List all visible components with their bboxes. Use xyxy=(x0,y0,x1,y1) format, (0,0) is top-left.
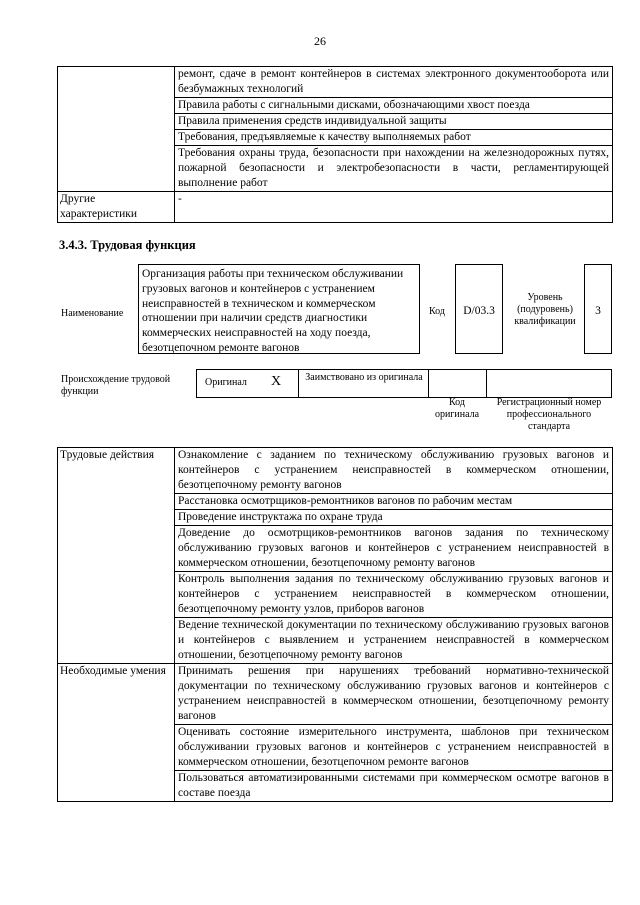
section-title: 3.4.3. Трудовая функция xyxy=(59,238,196,252)
knowledge-row: Требования, предъявляемые к качеству выполняемых работ xyxy=(175,130,613,146)
labor-action-row: Проведение инструктажа по охране труда xyxy=(175,510,613,526)
knowledge-row: ремонт, сдаче в ремонт контейнеров в системах электронного документооборота или безбумажных технологий xyxy=(175,67,613,98)
origin-divider xyxy=(428,369,429,398)
knowledge-row: Правила применения средств индивидуальной защиты xyxy=(175,114,613,130)
other-characteristics-value: - xyxy=(175,192,613,223)
original-mark: X xyxy=(271,374,282,389)
level-label: Уровень (подуровень) квалификации xyxy=(514,292,576,327)
original-label: Оригинал xyxy=(205,377,247,388)
page-number: 26 xyxy=(314,34,326,48)
knowledge-table-continued xyxy=(57,66,613,223)
registration-number-caption: Регистрационный номер профессионального стандарта xyxy=(496,397,602,432)
original-code-caption: Код оригинала xyxy=(434,397,480,420)
skill-row: Принимать решения при нарушениях требований нормативно-технической документации по техническому обслуживанию грузовых вагонов и контейнеров с устранением неисправностей в коммерческом отношении, безотцепочному ремонту вагонов xyxy=(175,664,613,725)
name-label: Наименование xyxy=(61,308,124,319)
code-label: Код xyxy=(429,306,445,317)
labor-action-row: Расстановка осмотрщиков-ремонтников вагонов по рабочим местам xyxy=(175,494,613,510)
knowledge-row: Требования охраны труда, безопасности при нахождении на железнодорожных путях, пожарной безопасности и электробезопасности в части, регламентирующей выполнение работ xyxy=(175,146,613,192)
other-characteristics-label: Другие характеристики xyxy=(58,192,175,223)
labor-actions-label: Трудовые действия xyxy=(58,448,175,664)
labor-action-row: Ознакомление с заданием по техническому обслуживанию грузовых вагонов и контейнеров с устранением неисправностей в коммерческом отношении, безотцепочному ремонту вагонов xyxy=(175,448,613,494)
required-skills-label: Необходимые умения xyxy=(58,664,175,802)
function-code-value: D/03.3 xyxy=(455,264,503,354)
skill-row: Оценивать состояние измерительного инструмента, шаблонов при техническом обслуживании грузовых вагонов и контейнеров с устранением неисправностей в коммерческом отношении, безотцепочном ремонте вагонов xyxy=(175,725,613,771)
labor-actions-table xyxy=(57,447,613,802)
borrowed-label: Заимствовано из оригинала xyxy=(305,372,423,383)
origin-divider xyxy=(298,369,299,398)
labor-action-row: Контроль выполнения задания по техническому обслуживанию грузовых вагонов и контейнеров с устранением неисправностей в коммерческом отношении, безотцепочному ремонту узлов, приборов вагонов xyxy=(175,572,613,618)
empty-label-cell xyxy=(58,67,175,192)
knowledge-row: Правила работы с сигнальными дисками, обозначающими хвост поезда xyxy=(175,98,613,114)
skill-row: Пользоваться автоматизированными системами при коммерческом осмотре вагонов в составе поезда xyxy=(175,771,613,802)
labor-action-row: Доведение до осмотрщиков-ремонтников вагонов задания по техническому обслуживанию грузовых вагонов и контейнеров с устранением неисправностей в коммерческом отношении, безотцепочному ремонту вагонов xyxy=(175,526,613,572)
labor-action-row: Ведение технической документации по техническому обслуживанию грузовых вагонов и контейнеров с выявлением и устранением неисправностей в коммерческом отношении, безотцепочному ремонту вагонов xyxy=(175,618,613,664)
origin-label: Происхождение трудовой функции xyxy=(61,374,171,397)
function-name-value: Организация работы при техническом обслуживании грузовых вагонов и контейнеров с устранением неисправностей в техническом и коммерческом отношении при наличии средств диагностики коммерческих неисправностей на ходу поезда, безотцепочном ремонте вагонов xyxy=(138,264,420,354)
qualification-level-value: 3 xyxy=(584,264,612,354)
origin-divider xyxy=(486,369,487,398)
